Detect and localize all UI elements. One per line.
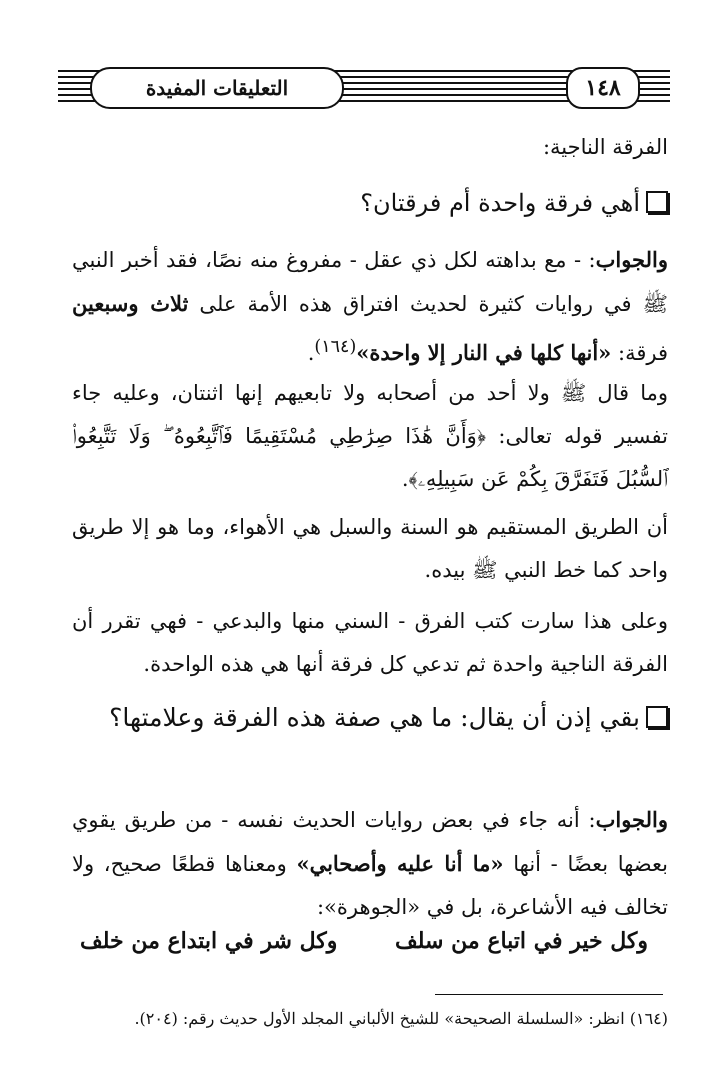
section-heading: الفرقة الناجية: [542, 135, 668, 159]
paragraph-verse: وما قال ﷺ ولا أحد من أصحابه ولا تابعيهم إنها اثنتان، وعليه جاء تفسير قوله تعالى: ﴿وَأَنَّ هَٰذَا صِرَٰطِي مُسْتَقِيمًا فَٱتَّبِعُوهُ ۖ وَلَا تَتَّبِعُوا۟ ٱلسُّبُلَ فَتَفَرَّقَ بِكُمْ عَن سَبِيلِهِۦ﴾. [72, 381, 669, 491]
footnote-rule [435, 994, 663, 995]
poem-line [80, 928, 648, 968]
footnote: (١٦٤) انظر: «السلسلة الصحيحة» للشيخ الألباني المجلد الأول حديث رقم: (٢٠٤). [134, 1009, 668, 1028]
page-number: ١٤٨ [566, 67, 640, 109]
page-header [58, 64, 670, 118]
question-2: بقي إذن أن يقال: ما هي صفة هذه الفرقة وعلامتها؟ [72, 696, 668, 740]
paragraph-sects: وعلى هذا سارت كتب الفرق - السني منها والبدعي - فهي تقرر أن الفرقة الناجية واحدة ثم تدعي كل فرقة أنها هي هذه الواحدة. [72, 609, 668, 676]
checkbox-square-icon [646, 706, 668, 728]
quran-verse: ﴿وَأَنَّ هَٰذَا صِرَٰطِي مُسْتَقِيمًا فَٱتَّبِعُوهُ ۖ وَلَا تَتَّبِعُوا۟ ٱلسُّبُلَ فَتَفَرَّقَ بِكُمْ عَن سَبِيلِهِۦ﴾ [72, 424, 668, 491]
book-title: التعليقات المفيدة [90, 67, 344, 109]
poem-first-hemistich: وكل خير في اتباع من سلف [394, 928, 648, 954]
question-1: أهي فرقة واحدة أم فرقتان؟ [72, 182, 668, 225]
paragraph-straight-path: أن الطريق المستقيم هو السنة والسبل هي الأهواء، وما هو إلا طريق واحد كما خط النبي ﷺ بيده. [72, 515, 668, 582]
checkbox-square-icon [646, 191, 668, 213]
answer-1: والجواب: - مع بداهته لكل ذي عقل - مفروغ منه نصًا، فقد أخبر النبي ﷺ في روايات كثيرة لحديث افتراق هذه الأمة على ثلاث وسبعين فرقة: «أنها كلها في النار إلا واحدة»$^{(١٦٤)}$. [72, 247, 668, 365]
footnote-reference: (١٦٤) [314, 337, 357, 357]
answer-2: والجواب: أنه جاء في بعض روايات الحديث نفسه - من طريق يقوي بعضها بعضًا - أنها «ما أنا عليه وأصحابي» ومعناها قطعًا صحيح، ولا تخالف فيه الأشاعرة، بل في «الجوهرة»: [72, 807, 668, 919]
poem-second-hemistich: وكل شر في ابتداع من خلف [80, 928, 338, 954]
